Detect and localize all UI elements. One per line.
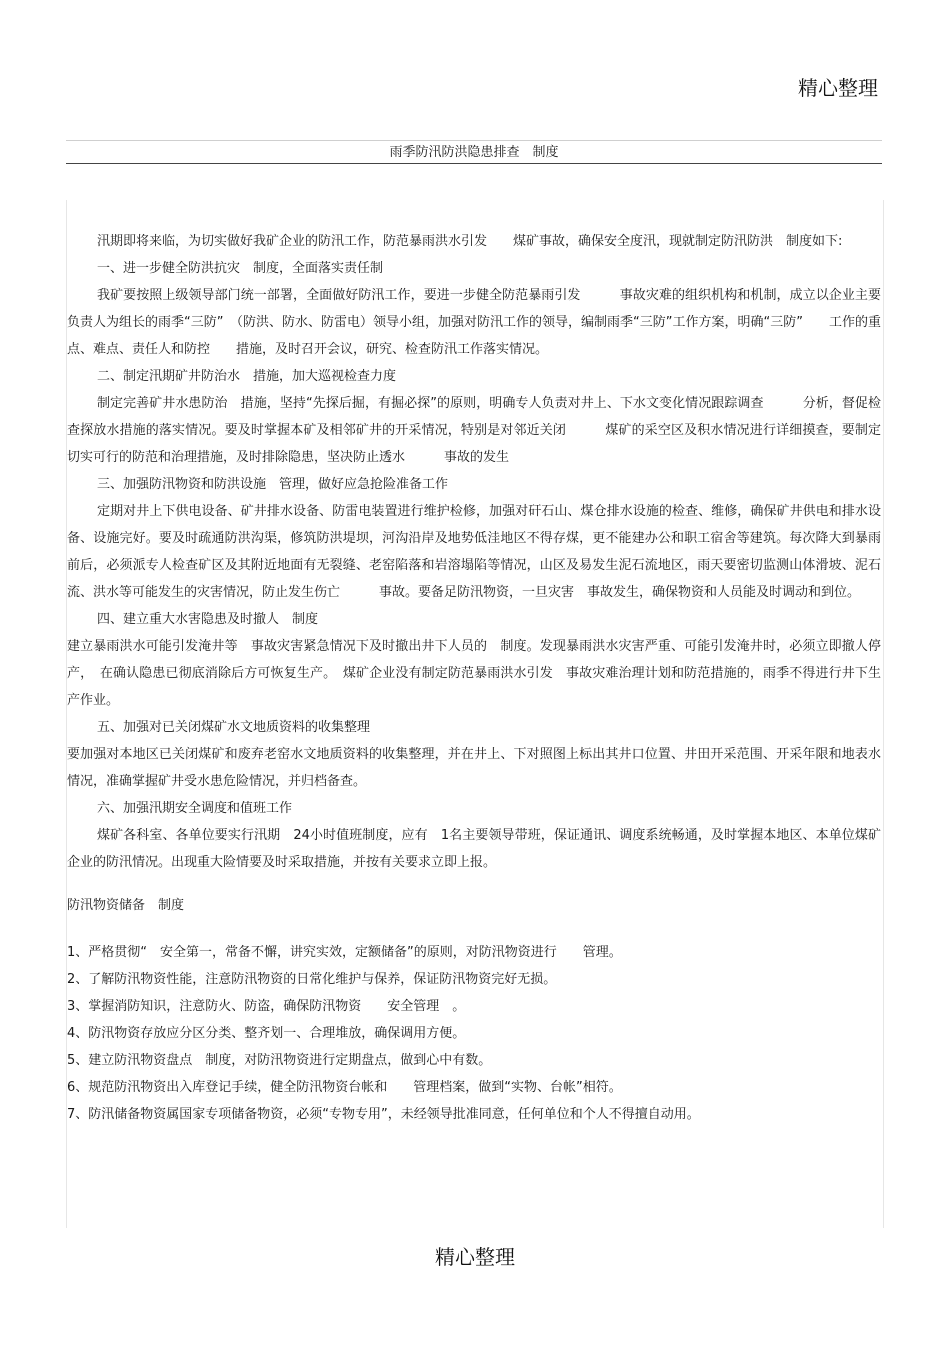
section-heading: 四、建立重大水害隐患及时撤人 制度 bbox=[97, 612, 319, 627]
list-item: 6、规范防汛物资出入库登记手续，健全防汛物资台帐和 管理档案，做到“实物、台帐”相符。 bbox=[67, 1080, 622, 1095]
section-heading: 六、加强汛期安全调度和值班工作 bbox=[97, 801, 293, 816]
section-heading: 一、进一步健全防洪抗灾 制度，全面落实责任制 bbox=[97, 261, 384, 276]
list-item: 1、严格贯彻“ 安全第一，常备不懈，讲究实效，定额储备”的原则，对防汛物资进行 管理。 bbox=[67, 945, 622, 960]
section-body: 煤矿各科室、各单位要实行汛期 24小时值班制度，应有 1名主要领导带班，保证通讯、调度系统畅通，及时掌握本地区、本单位煤矿企业的防汛情况。出现重大险情要及时采取措施，并按有关要求立即上报。 bbox=[67, 828, 881, 870]
intro-paragraph: 汛期即将来临，为切实做好我矿企业的防汛工作，防范暴雨洪水引发 煤矿事故，确保安全度汛，现就制定防汛防洪 制度如下: bbox=[97, 234, 843, 249]
list-item: 3、掌握消防知识，注意防火、防盗，确保防汛物资 安全管理 。 bbox=[67, 999, 466, 1014]
list-item: 5、建立防汛物资盘点 制度，对防汛物资进行定期盘点，做到心中有数。 bbox=[67, 1053, 492, 1068]
list-item: 7、防汛储备物资属国家专项储备物资，必须“专物专用”，未经领导批准同意，任何单位和个人不得擅自动用。 bbox=[67, 1107, 700, 1122]
storage-rules-list bbox=[67, 939, 881, 1128]
section-body: 制定完善矿井水患防治 措施，坚持“先探后掘，有掘必探”的原则，明确专人负责对井上、下水文变化情况跟踪调查 分析，督促检查探放水措施的落实情况。要及时掌握本矿及相邻矿井的开采情况，特别是对邻近关闭 煤矿的采空区及积水情况进行详细摸查，要制定切实可行的防范和治理措施，及时排除隐患，坚决防止透水 事故的发生 bbox=[67, 396, 881, 465]
section-heading: 五、加强对已关闭煤矿水文地质资料的收集整理 bbox=[97, 720, 371, 735]
document-body bbox=[67, 228, 881, 1128]
section-heading: 二、制定汛期矿井防治水 措施，加大巡视检查力度 bbox=[97, 369, 397, 384]
document-title: 雨季防汛防洪隐患排查 制度 bbox=[66, 140, 882, 164]
section-heading: 三、加强防汛物资和防洪设施 管理，做好应急抢险准备工作 bbox=[97, 477, 449, 492]
section-body: 我矿要按照上级领导部门统一部署，全面做好防汛工作，要进一步健全防范暴雨引发 事故灾难的组织机构和机制，成立以企业主要负责人为组长的雨季“三防” （防洪、防水、防雷电）领导小组，加强对防汛工作的领导，编制雨季“三防”工作方案，明确“三防” 工作的重点、难点、责任人和防控 措施，及时召开会议，研究、检查防汛工作落实情况。 bbox=[67, 288, 881, 357]
header-watermark: 精心整理 bbox=[798, 76, 878, 100]
list-item: 2、了解防汛物资性能，注意防汛物资的日常化维护与保养，保证防汛物资完好无损。 bbox=[67, 972, 557, 987]
sub-title: 防汛物资储备 制度 bbox=[67, 898, 185, 913]
section-body: 要加强对本地区已关闭煤矿和废弃老窑水文地质资料的收集整理，并在井上、下对照图上标出其井口位置、井田开采范围、开采年限和地表水情况，准确掌握矿井受水患危险情况，并归档备查。 bbox=[67, 747, 881, 789]
section-body: 定期对井上下供电设备、矿井排水设备、防雷电装置进行维护检修，加强对矸石山、煤仓排水设施的检查、维修，确保矿井供电和排水设备、设施完好。要及时疏通防洪沟渠，修筑防洪堤坝，河沟沿岸及地势低洼地区不得存煤，更不能建办公和职工宿舍等建筑。每次降大到暴雨前后，必须派专人检查矿区及其附近地面有无裂缝、老窑陷落和岩溶塌陷等情况，山区及易发生泥石流地区，雨天要密切监测山体滑坡、泥石流、洪水等可能发生的灾害情况，防止发生伤亡 事故。要备足防汛物资，一旦灾害 事故发生，确保物资和人员能及时调动和到位。 bbox=[67, 504, 881, 600]
section-body: 建立暴雨洪水可能引发淹井等 事故灾害紧急情况下及时撤出井下人员的 制度。发现暴雨洪水灾害严重、可能引发淹井时，必须立即撤人停产， 在确认隐患已彻底消除后方可恢复生产。 煤矿企业没有制定防范暴雨洪水引发 事故灾难治理计划和防范措施的，雨季不得进行井下生产作业。 bbox=[67, 639, 881, 708]
list-item: 4、防汛物资存放应分区分类、整齐划一、合理堆放，确保调用方便。 bbox=[67, 1026, 466, 1041]
footer-watermark: 精心整理 bbox=[435, 1245, 515, 1269]
